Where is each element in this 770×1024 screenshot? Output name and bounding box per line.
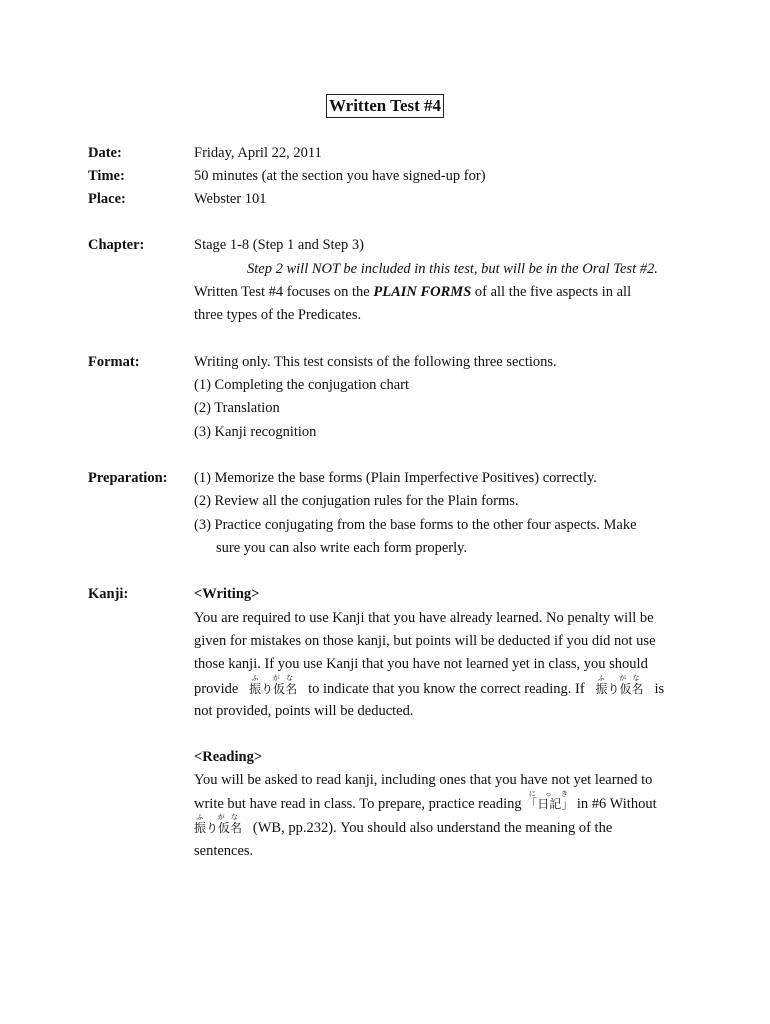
reading-line-1: You will be asked to read kanji, including ones that you have not yet learned to [194, 772, 653, 788]
reading-line-2-b: in #6 Without [576, 796, 657, 812]
preparation-item-3-cont: sure you can also write each form properly. [216, 540, 468, 556]
place-label: Place: [88, 191, 126, 207]
page-title: Written Test #4 [326, 94, 444, 118]
reading-line-3 [194, 813, 612, 837]
preparation-item-3: (3) Practice conjugating from the base forms to the other four aspects. Make [194, 517, 637, 533]
reading-line-2 [194, 790, 657, 813]
writing-line-2: given for mistakes on those kanji, but points will be deducted if you did not use [194, 633, 656, 649]
time-label: Time: [88, 168, 125, 184]
chapter-label: Chapter: [88, 237, 145, 253]
nikki-word: 「日記」にっき [525, 790, 574, 811]
reading-heading: <Reading> [194, 749, 263, 765]
chapter-note: Step 2 will NOT be included in this test, but will be in the Oral Test #2. [247, 261, 658, 277]
kanji-label: Kanji: [88, 586, 129, 602]
writing-line-4 [194, 674, 664, 698]
reading-line-3-b: (WB, pp.232). You should also understand the meaning of the [252, 820, 613, 836]
preparation-item-2: (2) Review all the conjugation rules for the Plain forms. [194, 493, 519, 509]
writing-heading: <Writing> [194, 586, 260, 602]
writing-line-4-c: is [654, 681, 665, 697]
chapter-line4: three types of the Predicates. [194, 307, 362, 323]
date-value: Friday, April 22, 2011 [194, 145, 322, 161]
chapter-line3-after: of all the five aspects in all [471, 284, 632, 300]
preparation-label: Preparation: [88, 470, 168, 486]
furigana-word-3: 振り仮名ふ がな [194, 813, 243, 835]
writing-line-4-a: provide [194, 681, 239, 697]
chapter-line3 [194, 284, 631, 301]
reading-line-4: sentences. [194, 843, 254, 859]
reading-line-2-a: write but have read in class. To prepare, practice reading [194, 796, 522, 812]
format-intro: Writing only. This test consists of the following three sections. [194, 354, 557, 370]
format-item-1: (1) Completing the conjugation chart [194, 377, 410, 393]
writing-line-3: those kanji. If you use Kanji that you have not learned yet in class, you should [194, 656, 648, 672]
chapter-line3-before: Written Test #4 focuses on the [194, 284, 374, 300]
chapter-line1: Stage 1-8 (Step 1 and Step 3) [194, 237, 364, 253]
time-value: 50 minutes (at the section you have signed-up for) [194, 168, 486, 184]
writing-line-1: You are required to use Kanji that you have already learned. No penalty will be [194, 610, 654, 626]
place-value: Webster 101 [194, 191, 267, 207]
preparation-item-1: (1) Memorize the base forms (Plain Imperfective Positives) correctly. [194, 470, 597, 486]
title-container [0, 94, 770, 118]
furigana-word-2: 振り仮名ふ がな [595, 674, 644, 696]
writing-line-4-b: to indicate that you know the correct reading. If [308, 681, 585, 697]
format-item-2: (2) Translation [194, 400, 280, 416]
furigana-word-1: 振り仮名ふ がな [249, 674, 298, 696]
format-label: Format: [88, 354, 140, 370]
format-item-3: (3) Kanji recognition [194, 424, 317, 440]
plain-forms-emphasis: PLAIN FORMS [373, 284, 472, 300]
writing-line-5: not provided, points will be deducted. [194, 703, 414, 719]
date-label: Date: [88, 145, 122, 161]
